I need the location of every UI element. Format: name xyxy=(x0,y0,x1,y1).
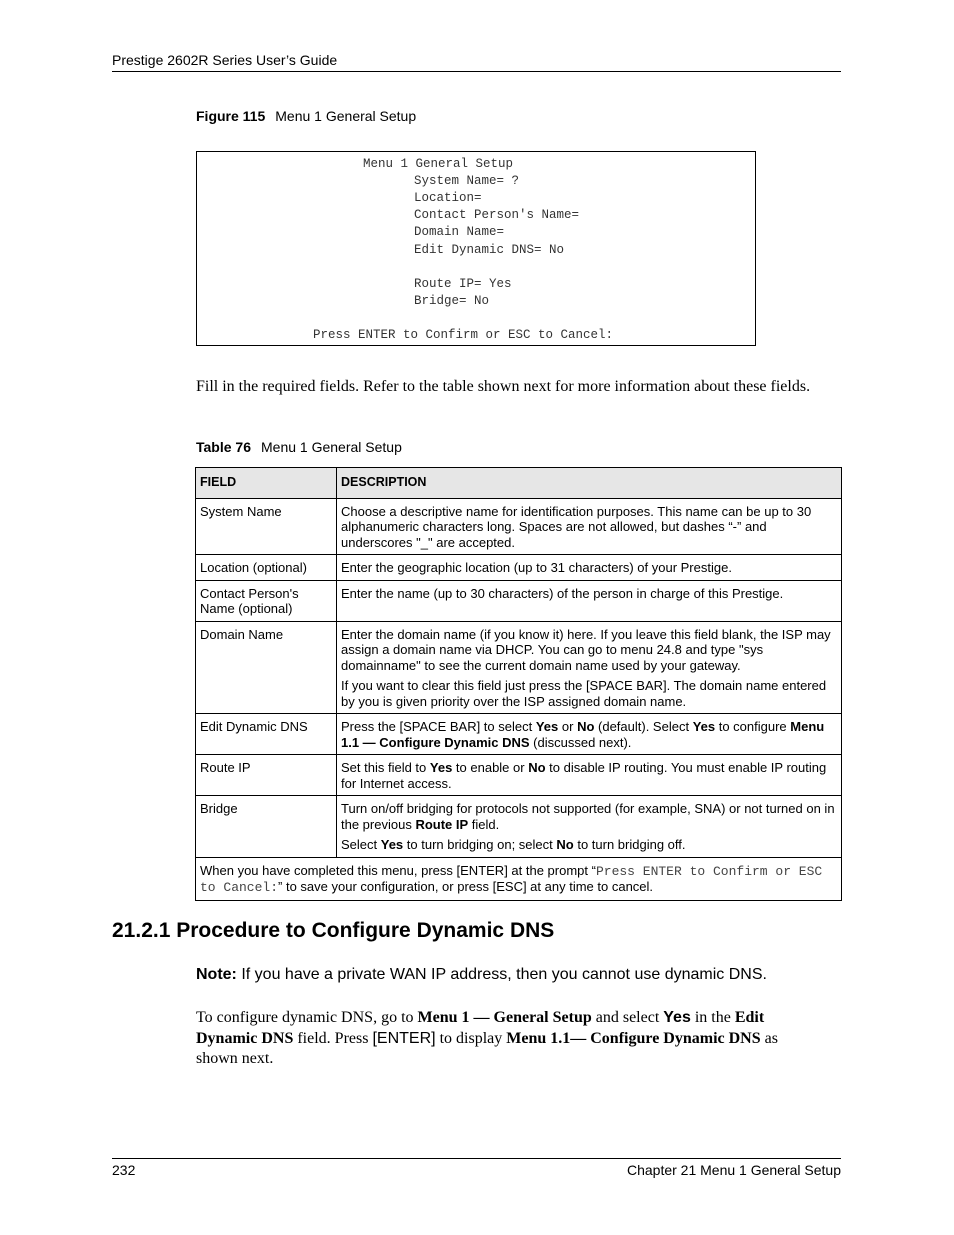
text-run: Press the [SPACE BAR] to select xyxy=(341,719,536,734)
text-run: When you have completed this menu, press [ENTER] at the prompt “ xyxy=(200,862,596,878)
terminal-line: Domain Name= xyxy=(414,225,505,239)
figure-label: Figure 115 xyxy=(196,108,266,124)
bold-run: Yes xyxy=(380,837,404,852)
terminal-line: Bridge= No xyxy=(414,294,490,308)
field-cell: Contact Person's Name (optional) xyxy=(196,580,337,621)
bold-run: Yes xyxy=(429,760,453,775)
running-header: Prestige 2602R Series User’s Guide xyxy=(112,52,338,68)
footer-rule xyxy=(112,1158,841,1159)
terminal-line: Location= xyxy=(414,191,482,205)
text-run: to turn bridging on; select xyxy=(403,837,557,852)
text-run: to configure xyxy=(715,719,791,734)
terminal-menu-title: Menu 1 General Setup xyxy=(363,157,514,171)
table-row xyxy=(196,498,842,555)
note-label: Note: xyxy=(196,966,237,983)
table-footer-row xyxy=(196,857,842,900)
description-cell xyxy=(337,755,842,796)
text-run: Turn on/off bridging for protocols not supported (for example, SNA) or not turned on in the previous xyxy=(341,801,835,832)
figure-caption xyxy=(196,108,416,124)
description-paragraph: If you want to clear this field just press the [SPACE BAR]. The domain name entered by you is given priority over the ISP assigned domain name. xyxy=(341,678,827,709)
table-label: Table 76 xyxy=(196,439,251,455)
terminal-line: System Name= ? xyxy=(414,174,520,188)
ui-value-run: Yes xyxy=(663,1009,691,1026)
figure-title: Menu 1 General Setup xyxy=(275,108,417,124)
bold-run: No xyxy=(577,719,595,734)
bold-run: Menu 1.1— Configure Dynamic DNS xyxy=(506,1029,761,1047)
text-run: in the xyxy=(690,1009,735,1026)
text-run: to disable IP routing. You must enable IP routing for Internet access. xyxy=(341,760,827,791)
text-run: Select xyxy=(341,837,381,852)
description-cell: Choose a descriptive name for identification purposes. This name can be up to 30 alphanumeric characters long. Spaces are not allowed, but dashes “-” and underscores "_" are accepted. xyxy=(337,498,842,555)
table-row xyxy=(196,555,842,581)
text-run: (discussed next). xyxy=(529,734,632,750)
table-title: Menu 1 General Setup xyxy=(261,439,402,455)
text-run: to enable or xyxy=(452,760,529,775)
text-run: to display xyxy=(435,1029,507,1047)
terminal-line: Edit Dynamic DNS= No xyxy=(414,243,565,257)
text-run: To configure dynamic DNS, go to xyxy=(196,1009,418,1026)
field-cell: Location (optional) xyxy=(196,555,337,581)
text-run: or xyxy=(558,719,578,734)
bold-run: Menu 1.1 — Configure Dynamic DNS xyxy=(341,719,825,750)
intro-paragraph: Fill in the required fields. Refer to the table shown next for more information about these fields. xyxy=(196,378,811,395)
description-cell xyxy=(337,621,842,714)
field-cell: Domain Name xyxy=(196,621,337,714)
bold-run: Menu 1 — General Setup xyxy=(417,1009,592,1026)
text-run: to turn bridging off. xyxy=(573,837,686,852)
mono-prompt: Press ENTER to Confirm or ESC to Cancel: xyxy=(200,863,823,895)
text-run: ” to save your configuration, or press [ESC] at any time to cancel. xyxy=(278,879,654,894)
table-footer-note xyxy=(196,857,842,900)
field-cell: System Name xyxy=(196,498,337,555)
field-table xyxy=(195,467,842,901)
table-row xyxy=(196,755,842,796)
table-caption xyxy=(196,439,402,455)
header-rule xyxy=(112,71,841,72)
table-header-row xyxy=(196,468,842,499)
bold-run: Yes xyxy=(535,719,559,734)
bold-run: No xyxy=(556,837,574,852)
section-heading: 21.2.1 Procedure to Configure Dynamic DNS xyxy=(112,919,555,942)
text-run: Set this field to xyxy=(341,760,430,775)
table-row xyxy=(196,796,842,858)
terminal-screen xyxy=(196,151,756,346)
text-run: and select xyxy=(591,1009,664,1026)
column-header-description: DESCRIPTION xyxy=(337,468,842,499)
column-header-field: FIELD xyxy=(196,468,337,499)
description-paragraph xyxy=(341,837,837,853)
note xyxy=(196,966,767,984)
field-cell: Edit Dynamic DNS xyxy=(196,714,337,755)
terminal-line: Contact Person's Name= xyxy=(414,208,580,222)
key-run: [ENTER] xyxy=(372,1029,436,1047)
table-row xyxy=(196,580,842,621)
text-run: (default). Select xyxy=(594,719,693,734)
procedure-paragraph xyxy=(196,1008,821,1070)
text-run: field. Press xyxy=(293,1029,373,1047)
terminal-prompt: Press ENTER to Confirm or ESC to Cancel: xyxy=(313,328,614,342)
terminal-line: Route IP= Yes xyxy=(414,277,512,291)
bold-run: Edit Dynamic DNS xyxy=(196,1009,765,1047)
table-row xyxy=(196,621,842,714)
text-run: as shown next. xyxy=(196,1029,778,1067)
description-cell: Enter the geographic location (up to 31 characters) of your Prestige. xyxy=(337,555,842,581)
field-cell: Route IP xyxy=(196,755,337,796)
bold-run: Yes xyxy=(692,719,716,734)
description-cell xyxy=(337,714,842,755)
field-cell: Bridge xyxy=(196,796,337,858)
description-cell xyxy=(337,796,842,858)
bold-run: Route IP xyxy=(415,816,469,832)
chapter-title: Chapter 21 Menu 1 General Setup xyxy=(626,1162,841,1178)
description-cell: Enter the name (up to 30 characters) of the person in charge of this Prestige. xyxy=(337,580,842,621)
table-row xyxy=(196,714,842,755)
text-run: field. xyxy=(468,816,500,832)
description-paragraph: Enter the domain name (if you know it) here. If you leave this field blank, the ISP may assign a domain name via DHCP. You can go to menu 24.8 and type "sys domainname" to see the current domain name used by your gateway. xyxy=(341,626,831,673)
bold-run: No xyxy=(528,760,546,775)
note-text: If you have a private WAN IP address, then you cannot use dynamic DNS. xyxy=(236,966,767,983)
page-number: 232 xyxy=(112,1162,136,1178)
